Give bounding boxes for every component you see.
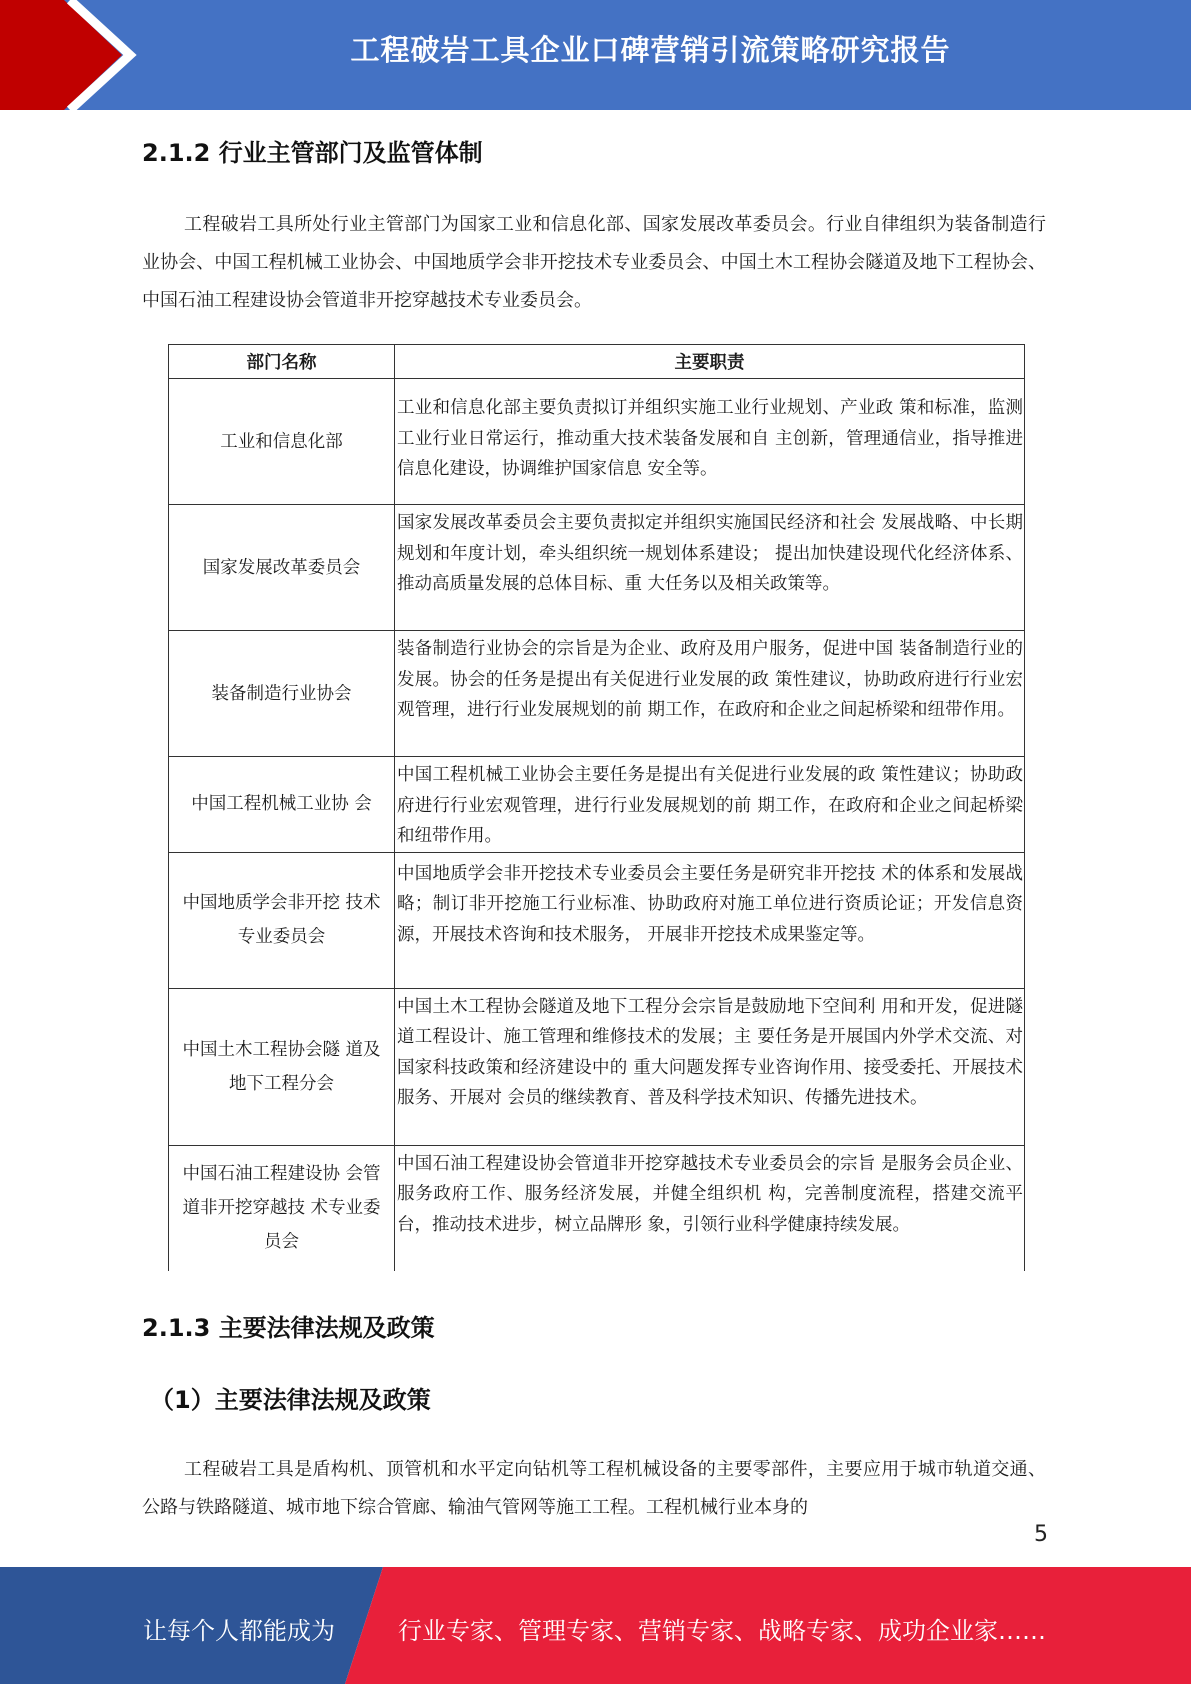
table-row (169, 631, 1025, 757)
page-number: 5 (1034, 1522, 1048, 1547)
table-row (169, 379, 1025, 505)
page-header (0, 0, 1191, 110)
column-header-dept: 部门名称 (169, 345, 395, 379)
page-footer (0, 1567, 1191, 1684)
section-paragraph-2-1-3: 工程破岩工具是盾构机、顶管机和水平定向钻机等工程机械设备的主要零部件，主要应用于城市轨道交通、公路与铁路隧道、城市地下综合管廊、输油气管网等施工工程。工程机械行业本身的 (142, 1459, 1046, 1518)
table-row (169, 852, 1025, 988)
column-header-duty: 主要职责 (395, 345, 1025, 379)
duty-cell: 工业和信息化部主要负责拟订并组织实施工业行业规划、产业政 策和标准，监测工业行业日常运行，推动重大技术装备发展和自 主创新，管理通信业，指导推进信息化建设，协调维护国家信息 安全等。 (395, 379, 1025, 505)
dept-cell: 中国工程机械工业协 会 (169, 757, 395, 853)
section-heading-2-1-2: 2.1.2 行业主管部门及监管体制 (142, 139, 483, 167)
duty-cell: 中国土木工程协会隧道及地下工程分会宗旨是鼓励地下空间利 用和开发，促进隧道工程设计、施工管理和维修技术的发展；主 要任务是开展国内外学术交流、对国家科技政策和经济建设中的 重大问题发挥专业咨询作用、接受委托、开展技术服务、开展对 会员的继续教育、普及科学技术知识、传播先进技术。 (395, 988, 1025, 1145)
subsection-heading: （1）主要法律法规及政策 (150, 1386, 431, 1414)
duty-cell: 中国工程机械工业协会主要任务是提出有关促进行业发展的政 策性建议；协助政府进行行业宏观管理，进行行业发展规划的前 期工作，在政府和企业之间起桥梁和纽带作用。 (395, 757, 1025, 853)
dept-cell: 中国土木工程协会隧 道及地下工程分会 (169, 988, 395, 1145)
dept-cell: 装备制造行业协会 (169, 631, 395, 757)
duty-cell: 中国石油工程建设协会管道非开挖穿越技术专业委员会的宗旨 是服务会员企业、服务政府工作、服务经济发展，并健全组织机 构，完善制度流程，搭建交流平台，推动技术进步，树立品牌形 象，引领行业科学健康持续发展。 (395, 1145, 1025, 1271)
table-row (169, 1145, 1025, 1271)
footer-slogan-left: 让每个人都能成为 (143, 1617, 335, 1645)
duty-cell: 装备制造行业协会的宗旨是为企业、政府及用户服务，促进中国 装备制造行业的发展。协会的任务是提出有关促进行业发展的政 策性建议，协助政府进行行业宏观管理，进行行业发展规划的前 期工作，在政府和企业之间起桥梁和纽带作用。 (395, 631, 1025, 757)
table-row (169, 757, 1025, 853)
table-header-row (169, 345, 1025, 379)
table-row (169, 505, 1025, 631)
dept-cell: 中国石油工程建设协 会管道非开挖穿越技 术专业委员会 (169, 1145, 395, 1271)
report-title: 工程破岩工具企业口碑营销引流策略研究报告 (350, 33, 951, 67)
section-heading-2-1-3: 2.1.3 主要法律法规及政策 (142, 1314, 435, 1342)
table-row (169, 988, 1025, 1145)
department-duty-table (168, 344, 1025, 1271)
dept-cell: 中国地质学会非开挖 技术专业委员会 (169, 852, 395, 988)
dept-cell: 工业和信息化部 (169, 379, 395, 505)
footer-slogan-right: 行业专家、管理专家、营销专家、战略专家、成功企业家…… (398, 1617, 1046, 1645)
duty-cell: 国家发展改革委员会主要负责拟定并组织实施国民经济和社会 发展战略、中长期规划和年度计划，牵头组织统一规划体系建设； 提出加快建设现代化经济体系、推动高质量发展的总体目标、重 大任务以及相关政策等。 (395, 505, 1025, 631)
duty-cell: 中国地质学会非开挖技术专业委员会主要任务是研究非开挖技 术的体系和发展战略；制订非开挖施工行业标准、协助政府对施工单位进行资质论证；开发信息资源，开展技术咨询和技术服务， 开展非开挖技术成果鉴定等。 (395, 852, 1025, 988)
section-paragraph-2-1-2: 工程破岩工具所处行业主管部门为国家工业和信息化部、国家发展改革委员会。行业自律组织为装备制造行业协会、中国工程机械工业协会、中国地质学会非开挖技术专业委员会、中国土木工程协会隧道及地下工程协会、中国石油工程建设协会管道非开挖穿越技术专业委员会。 (142, 214, 1046, 311)
dept-cell: 国家发展改革委员会 (169, 505, 395, 631)
